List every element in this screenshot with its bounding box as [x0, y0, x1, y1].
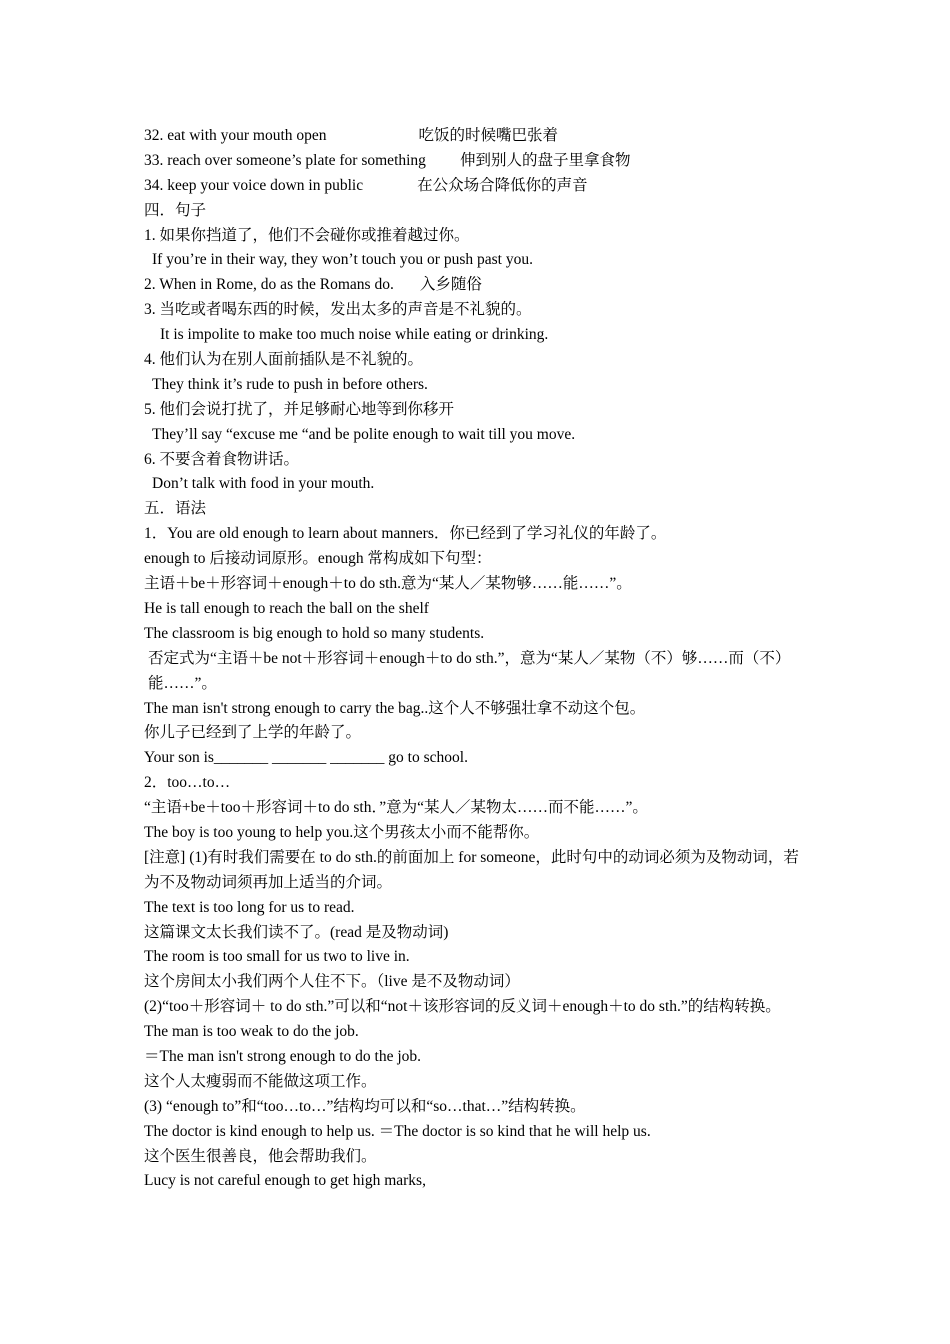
sentence-zh: 4. 他们认为在别人面前插队是不礼貌的。 [144, 351, 424, 369]
sentence-zh: 1. 如果你挡道了，他们不会碰你或推着越过你。 [144, 226, 470, 244]
grammar-line: The doctor is kind enough to help us. ＝The doctor is so kind that he will help us. [144, 1122, 651, 1140]
document-body [144, 124, 810, 1194]
grammar-line: 你儿子已经到了上学的年龄了。 [144, 724, 362, 742]
phrase-34 [144, 174, 810, 199]
grammar-line: 这个房间太小我们两个人住不下。（live 是不及物动词） [144, 973, 520, 991]
grammar-note: [注意] (1)有时我们需要在 to do sth.的前面加上 for someone，此时句中的动词必须为及物动词，若为不及物动词须再加上适当的介词。 [144, 848, 799, 891]
sentence-en: They’ll say “excuse me “and be polite enough to wait till you move. [152, 425, 576, 443]
sentence-en: It is impolite to make too much noise while eating or drinking. [160, 326, 549, 344]
grammar-line: “主语+be＋too＋形容词＋to do sth．”意为“某人／某物太……而不能……”。 [144, 799, 648, 817]
grammar-line: The boy is too young to help you.这个男孩太小而不能帮你。 [144, 823, 540, 841]
phrase-en: 32. eat with your mouth open [144, 127, 327, 144]
sentence-zh: 6. 不要含着食物讲话。 [144, 450, 300, 468]
sentence-en: Don’t talk with food in your mouth. [152, 475, 375, 493]
grammar-line: (2)“too＋形容词＋ to do sth.”可以和“not＋该形容词的反义词＋enough＋to do sth.”的结构转换。 [144, 998, 781, 1016]
phrase-zh: 在公众场合降低你的声音 [417, 176, 588, 194]
grammar-line: The classroom is big enough to hold so many students. [144, 624, 485, 642]
grammar-line: enough to 后接动词原形。enough 常构成如下句型： [144, 550, 492, 568]
grammar-line: The room is too small for us two to live in. [144, 948, 410, 966]
grammar-line: 主语＋be＋形容词＋enough＋to do sth.意为“某人／某物够……能……”。 [144, 575, 632, 593]
sentence-en: They think it’s rude to push in before others. [152, 375, 428, 393]
fill-blank-exercise: Your son is_______ _______ _______ go to school. [144, 749, 468, 767]
grammar-line: Lucy is not careful enough to get high marks, [144, 1172, 426, 1190]
sentence-zh: 5. 他们会说打扰了，并足够耐心地等到你移开 [144, 400, 455, 418]
grammar-line: The text is too long for us to read. [144, 898, 355, 916]
phrase-zh: 吃饭的时候嘴巴张着 [418, 127, 559, 144]
grammar-line: 1．You are old enough to learn about manners．你已经到了学习礼仪的年龄了。 [144, 525, 667, 543]
grammar-line: 这个人太瘦弱而不能做这项工作。 [144, 1072, 377, 1090]
grammar-line: ＝The man isn't strong enough to do the job. [144, 1048, 422, 1066]
grammar-line: 2．too…to… [144, 774, 231, 792]
phrase-zh: 伸到别人的盘子里拿食物 [459, 151, 631, 169]
section-heading: 四．句子 [144, 201, 207, 219]
sentence-en: If you’re in their way, they won’t touch you or push past you. [152, 251, 533, 269]
sentence-zh: 3. 当吃或者喝东西的时候，发出太多的声音是不礼貌的。 [144, 301, 532, 319]
grammar-line: (3) “enough to”和“too…to…”结构均可以和“so…that…”结构转换。 [144, 1097, 586, 1115]
phrase-33 [144, 149, 810, 174]
phrase-en: 33. reach over someone’s plate for something [144, 151, 426, 169]
grammar-line: 这个医生很善良，他会帮助我们。 [144, 1147, 377, 1165]
grammar-line: He is tall enough to reach the ball on the shelf [144, 599, 429, 617]
sentence-2 [144, 273, 810, 298]
sentence-zh: 入乡随俗 [419, 276, 482, 294]
grammar-line: The man is too weak to do the job. [144, 1023, 359, 1041]
section-heading: 五．语法 [144, 500, 207, 518]
grammar-line: 否定式为“主语＋be not＋形容词＋enough＋to do sth.”，意为“某人／某物（不）够……而（不）能……”。 [148, 649, 791, 692]
grammar-line: 这篇课文太长我们读不了。(read 是及物动词) [144, 923, 449, 941]
grammar-line: The man isn't strong enough to carry the bag..这个人不够强壮拿不动这个包。 [144, 699, 646, 717]
phrase-32 [144, 124, 810, 149]
phrase-en: 34. keep your voice down in public [144, 176, 364, 194]
sentence-en: 2. When in Rome, do as the Romans do. [144, 276, 394, 294]
